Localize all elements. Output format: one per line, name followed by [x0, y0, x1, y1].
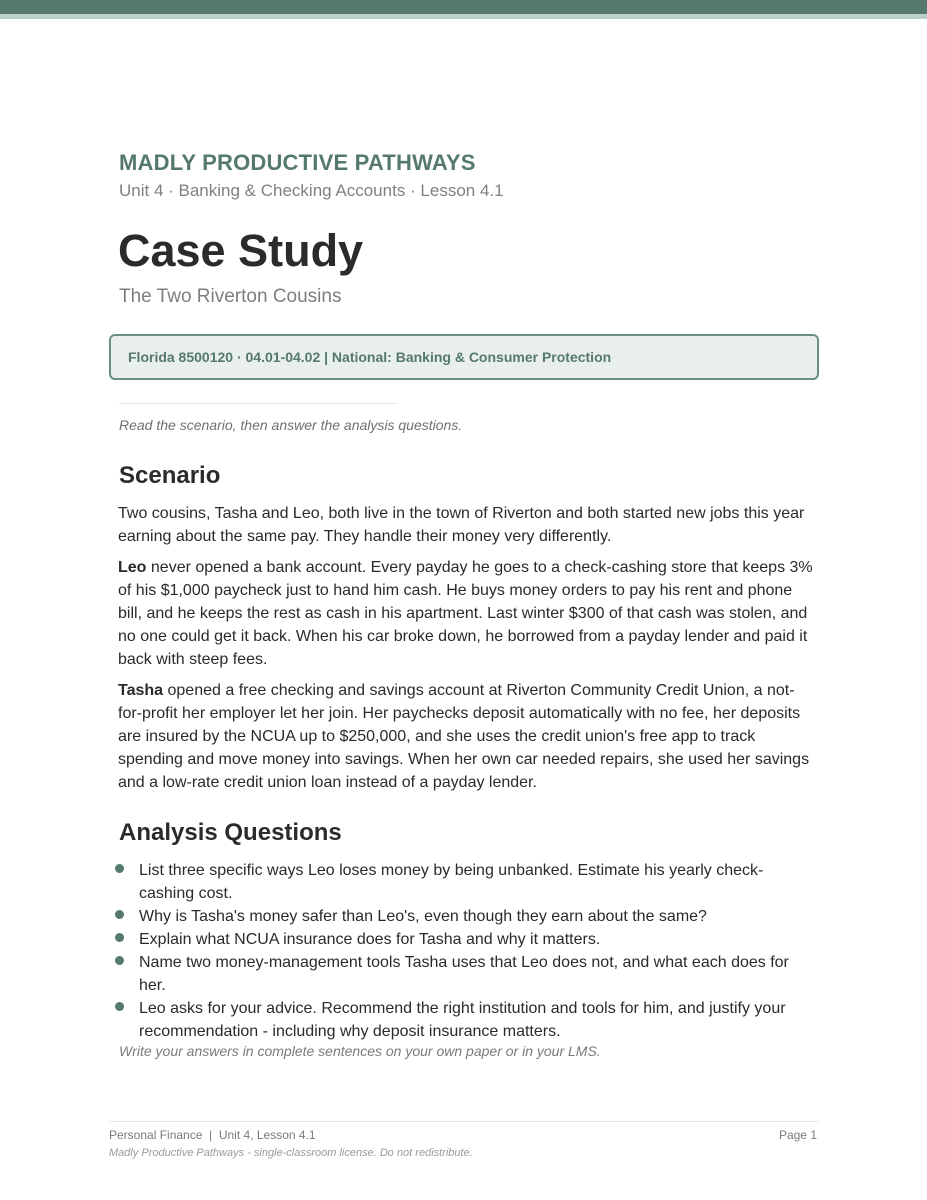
- leo-text: never opened a bank account. Every payday he goes to a check-cashing store that keeps 3% of his $1,000 paycheck just to hand him cash. He buys money orders to pay his rent and phone bill, and he keeps the rest as cash in his apartment. Last winter $300 of that cash was stolen, and no one could get it back. When his car broke down, he borrowed from a payday lender and paid it back with steep fees.: [118, 559, 813, 668]
- tasha-text: opened a free checking and savings account at Riverton Community Credit Union, a not-for-profit her employer let her join. Her paychecks deposit automatically with no fee, her deposits are insured by the NCUA up to $250,000, and she uses the credit union's free app to track spending and move money into savings. When her own car needed repairs, she used her savings and a low-rate credit union loan instead of a payday lender.: [118, 682, 810, 791]
- section-divider: [119, 403, 397, 404]
- question-text: Name two money-management tools Tasha uses that Leo does not, and what each does for her.: [139, 954, 789, 994]
- bullet-icon: [115, 1002, 124, 1011]
- question-text: Explain what NCUA insurance does for Tasha and why it matters.: [139, 931, 601, 948]
- page-subtitle: The Two Riverton Cousins: [119, 286, 342, 307]
- scenario-leo-paragraph: [118, 556, 818, 671]
- analysis-questions-heading: Analysis Questions: [119, 819, 342, 846]
- tasha-name: Tasha: [118, 682, 164, 699]
- bullet-icon: [115, 910, 124, 919]
- question-text: Why is Tasha's money safer than Leo's, even though they earn about the same?: [139, 908, 707, 925]
- standards-text: Florida 8500120 · 04.01-04.02 | National: Banking & Consumer Protection: [128, 349, 612, 365]
- question-item: [118, 928, 808, 951]
- footer-page-number: Page 1: [778, 1128, 817, 1142]
- scenario-tasha-paragraph: [118, 679, 818, 794]
- page-title: Case Study: [118, 225, 364, 276]
- question-list: [118, 859, 808, 1043]
- unit-lesson-line: Unit 4 · Banking & Checking Accounts · Lesson 4.1: [119, 181, 504, 200]
- bullet-icon: [115, 956, 124, 965]
- question-item: [118, 997, 808, 1043]
- question-item: [118, 951, 808, 997]
- footer-license: Madly Productive Pathways - single-classroom license. Do not redistribute.: [109, 1147, 473, 1159]
- top-accent-stripe: [0, 14, 927, 19]
- footer-divider: [109, 1121, 818, 1122]
- answer-instructions: Write your answers in complete sentences on your own paper or in your LMS.: [119, 1043, 601, 1059]
- question-item: [118, 905, 808, 928]
- brand-name: MADLY PRODUCTIVE PATHWAYS: [119, 150, 476, 175]
- question-item: [118, 859, 808, 905]
- bullet-icon: [115, 864, 124, 873]
- top-accent-bar: [0, 0, 927, 14]
- scenario-heading: Scenario: [119, 462, 221, 489]
- footer-course: Personal Finance | Unit 4, Lesson 4.1: [109, 1128, 316, 1142]
- instructions-text: Read the scenario, then answer the analysis questions.: [119, 417, 463, 433]
- scenario-intro: Two cousins, Tasha and Leo, both live in the town of Riverton and both started new jobs this year earning about the same pay. They handle their money very differently.: [118, 505, 805, 545]
- question-text: Leo asks for your advice. Recommend the right institution and tools for him, and justify your recommendation - including why deposit insurance matters.: [139, 1000, 786, 1040]
- bullet-icon: [115, 933, 124, 942]
- standards-box: [109, 334, 819, 380]
- leo-name: Leo: [118, 559, 147, 576]
- question-text: List three specific ways Leo loses money by being unbanked. Estimate his yearly check-cashing cost.: [139, 862, 764, 902]
